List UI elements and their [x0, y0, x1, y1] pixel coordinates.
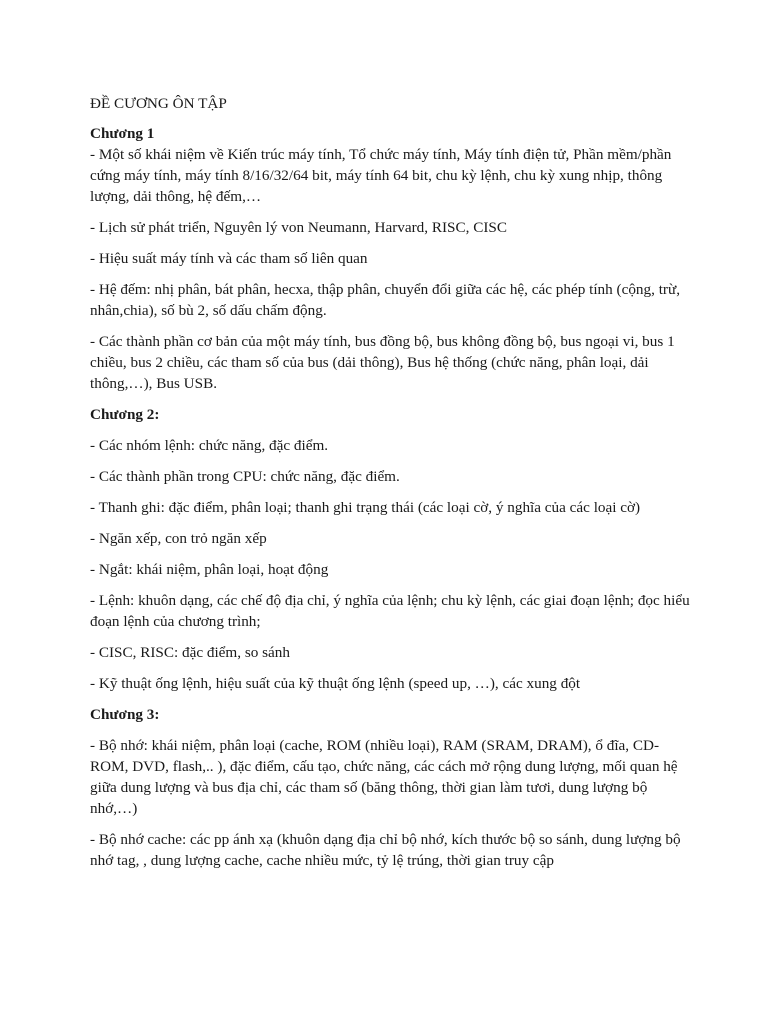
chapter-heading: Chương 1 — [90, 125, 155, 142]
list-item: - Thanh ghi: đặc điểm, phân loại; thanh ghi trạng thái (các loại cờ, ý nghĩa của các loại cờ) — [90, 499, 641, 516]
list-item: - Các nhóm lệnh: chức năng, đặc điểm. — [90, 437, 329, 454]
list-item: - Hệ đếm: nhị phân, bát phân, hecxa, thập phân, chuyển đổi giữa các hệ, các phép tính (cộng, trừ, nhân,chia), số bù 2, số dấu chấm động. — [90, 281, 681, 319]
chapter-3 — [90, 704, 690, 871]
chapter-2 — [90, 404, 690, 694]
list-item: - Ngăn xếp, con trỏ ngăn xếp — [90, 530, 267, 547]
list-item: - Lệnh: khuôn dạng, các chế độ địa chỉ, ý nghĩa của lệnh; chu kỳ lệnh, các giai đoạn lệnh; đọc hiểu đoạn lệnh của chương trình; — [90, 592, 690, 630]
document-title: ĐỀ CƯƠNG ÔN TẬP — [90, 95, 227, 112]
document-page — [90, 93, 690, 881]
list-item: - Hiệu suất máy tính và các tham số liên quan — [90, 250, 368, 267]
chapter-1 — [90, 123, 690, 394]
list-item: - CISC, RISC: đặc điểm, so sánh — [90, 644, 290, 661]
list-item: - Một số khái niệm về Kiến trúc máy tính, Tổ chức máy tính, Máy tính điện tử, Phần mềm/phần cứng máy tính, máy tính 8/16/32/64 bit, máy tính 64 bit, chu kỳ lệnh, chu kỳ xung nhịp, thông lượng, dải thông, hệ đếm,… — [90, 146, 672, 205]
chapter-heading: Chương 2: — [90, 406, 160, 423]
list-item: - Các thành phần trong CPU: chức năng, đặc điểm. — [90, 468, 400, 485]
chapter-heading: Chương 3: — [90, 706, 160, 723]
list-item: - Kỹ thuật ống lệnh, hiệu suất của kỹ thuật ống lệnh (speed up, …), các xung đột — [90, 675, 581, 692]
list-item: - Ngắt: khái niệm, phân loại, hoạt động — [90, 561, 329, 578]
list-item: - Bộ nhớ cache: các pp ánh xạ (khuôn dạng địa chỉ bộ nhớ, kích thước bộ so sánh, dung lượng bộ nhớ tag, , dung lượng cache, cache nhiều mức, tỷ lệ trúng, thời gian truy cập — [90, 831, 681, 869]
list-item: - Các thành phần cơ bản của một máy tính, bus đồng bộ, bus không đồng bộ, bus ngoại vi, bus 1 chiều, bus 2 chiều, các tham số của bus (dải thông), Bus hệ thống (chức năng, phân loại, dải thông,…), Bus USB. — [90, 333, 675, 392]
list-item: - Bộ nhớ: khái niệm, phân loại (cache, ROM (nhiều loại), RAM (SRAM, DRAM), ổ đĩa, CD-ROM, DVD, flash,.. ), đặc điểm, cấu tạo, chức năng, các cách mở rộng dung lượng, mối quan hệ giữa dung lượng và bus địa chỉ, các tham số (băng thông, thời gian làm tươi, dung lượng bộ nhớ,…) — [90, 737, 678, 817]
list-item: - Lịch sử phát triển, Nguyên lý von Neumann, Harvard, RISC, CISC — [90, 219, 507, 236]
